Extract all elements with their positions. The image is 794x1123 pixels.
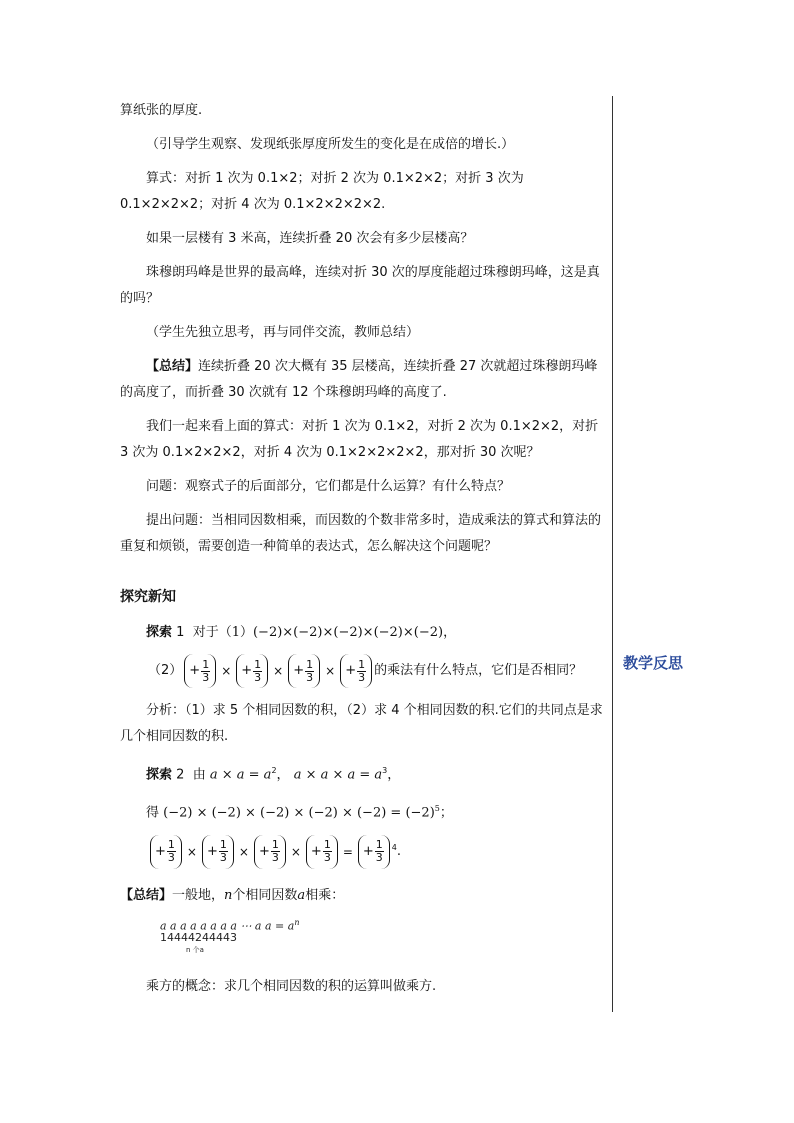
power-definition-formula: a a a a a a a a ⋯ a $a = a^n$ 14444244443 n 个a: [160, 917, 300, 955]
summary-2-tag: 【总结】: [120, 887, 173, 903]
teaching-reflection-label: 教学反思: [623, 654, 684, 672]
explore-2-power-line: 得 $(-2) \times (-2) \times (-2) \times (-2) \times (-2) = (-2)^5$；: [146, 804, 453, 821]
fraction-factor: + $\frac{1}{3}$: [340, 654, 372, 688]
paragraph-6: （学生先独立思考，再与同伴交流，教师总结）: [146, 325, 420, 340]
paragraph-4: 如果一层楼有 3 米高，连续折叠 20 次会有多少层楼高？: [146, 231, 474, 246]
fraction-factor: + $\frac{1}{3}$: [202, 835, 234, 869]
explore-1-tag: 探索: [146, 625, 173, 640]
fraction-factor: + $\frac{1}{3}$: [306, 835, 338, 869]
explore-2-num: 2: [176, 767, 185, 783]
paragraph-7: [120, 354, 608, 406]
fraction-factor: + $\frac{1}{3}$: [288, 654, 320, 688]
section-title: 探究新知: [120, 589, 176, 605]
paragraph-1: 算纸张的厚度.: [120, 103, 203, 118]
explore-1b-prefix: （2）: [148, 663, 183, 678]
formula-a-cubed: a × a × a = a: [293, 767, 383, 783]
fraction-factor: + $\frac{1}{3}$: [254, 835, 286, 869]
paragraph-8: 我们一起来看上面的算式：对折 1 次为 0.1×2，对折 2 次为 0.1×2×2，对折 3 次为 0.1×2×2×2，对折 4 次为 0.1×2×2×2×2，那对折 30 次呢？: [120, 419, 599, 460]
power-definition: 乘方的概念：求几个相同因数的积的运算叫做乘方.: [146, 979, 437, 995]
paragraph-10: 提出问题：当相同因数相乘，而因数的个数非常多时，造成乘法的算式和算法的重复和烦锁，需要创造一种简单的表达式，怎么解决这个问题呢？: [120, 513, 602, 554]
paragraph-2: （引导学生观察、发现纸张厚度所发生的变化是在成倍的增长.）: [146, 137, 515, 152]
explore-1: [120, 620, 608, 646]
explore-2-tag: 探索: [146, 767, 173, 783]
paragraph-5: 珠穆朗玛峰是世界的最高峰，连续对折 30 次的厚度能超过珠穆朗玛峰，这是真的吗？: [120, 265, 600, 306]
explore-2: 探索 2 由 $a \times a = a^2$， $a \times a \times a = a^3$，: [146, 766, 401, 783]
paragraph-9: 问题：观察式子的后面部分，它们都是什么运算？有什么特点？: [146, 479, 511, 494]
main-content: [120, 98, 608, 1008]
explore-1-num: 1: [176, 625, 185, 640]
explore-1-fraction-product: （2） + $\frac{1}{3}$ × + $\frac{1}{3}$ × + $\frac{1}{3}$ × + $\frac{1}{3}$ 的乘法有什么特点，它们是否相同？: [148, 654, 608, 688]
explore-1b-suffix: 的乘法有什么特点，它们是否相同？: [374, 663, 583, 678]
summary-text: 连续折叠 20 次大概有 35 层楼高，连续折叠 27 次就超过珠穆朗玛峰的高度了，而折叠 30 次就有 12 个珠穆朗玛峰的高度了.: [120, 359, 598, 400]
explore-2-fraction-power: + $\frac{1}{3}$ × + $\frac{1}{3}$ × + $\frac{1}{3}$ × + $\frac{1}{3}$ = + $\frac{1}{3}$ 4 .: [148, 835, 608, 869]
summary-tag: 【总结】: [146, 359, 199, 374]
table-divider-line: [612, 96, 613, 1012]
paragraph-3: 算式：对折 1 次为 0.1×2；对折 2 次为 0.1×2×2；对折 3 次为 0.1×2×2×2；对折 4 次为 0.1×2×2×2×2.: [120, 171, 524, 212]
fraction-factor: + $\frac{1}{3}$: [236, 654, 268, 688]
fraction-factor: + $\frac{1}{3}$: [150, 835, 182, 869]
fraction-factor: + $\frac{1}{3}$: [184, 654, 216, 688]
formula-a-squared: a × a = a: [209, 767, 272, 783]
explore-1-text: 对于（1）(−2)×(−2)×(−2)×(−2)×(−2)，: [192, 625, 457, 640]
analysis: 分析：（1）求 5 个相同因数的积，（2）求 4 个相同因数的积.它们的共同点是求几个相同因数的积.: [120, 703, 603, 744]
summary-2: 【总结】一般地，n个相同因数a相乘：: [120, 887, 345, 903]
fraction-base: + $\frac{1}{3}$: [358, 835, 390, 869]
